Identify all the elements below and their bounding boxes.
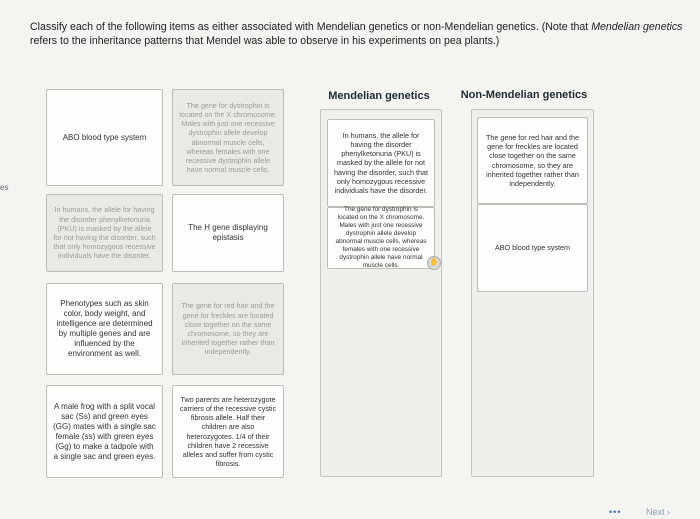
non-mendelian-heading: Non-Mendelian genetics	[460, 89, 588, 101]
drag-handle-icon[interactable]: ✋	[427, 256, 441, 270]
non-mendelian-item-linked-genes[interactable]: The gene for red hair and the gene for freckles are located close together on the same chromosome, so they are inherited together rather than independently.	[477, 117, 588, 204]
bank-item-frog-cross[interactable]: A male frog with a split vocal sac (Ss) and green eyes (GG) mates with a single sac female (ss) with green eyes (Gg) to make a tadpole with a single sac and green eyes.	[46, 385, 163, 478]
next-button[interactable]	[646, 507, 670, 517]
next-label: Next	[645, 507, 665, 517]
bank-item-h-gene[interactable]: The H gene displaying epistasis	[172, 194, 284, 272]
bank-item-cystic-fibrosis[interactable]: Two parents are heterozygote carriers of the recessive cystic fibrosis allele. Half their children are also heterozygotes. 1/4 of their children have 2 recessive alleles and suffer from cystic fibrosis.	[172, 385, 284, 478]
bank-item-pku-placeholder: In humans, the allele for having the disorder phenylketonuria (PKU) is masked by the allele for not having the disorder, such that only homozygous recessive individuals have the disorder.	[46, 194, 163, 272]
mendelian-item-dystrophin[interactable]: The gene for dystrophin is located on the X chromosome. Males with just one recessive dystrophin allele develop abnormal muscle cells, whereas females with one recessive dystrophin allele have normal muscle cells.	[327, 207, 435, 269]
question-prompt	[30, 20, 695, 48]
mendelian-heading: Mendelian genetics	[328, 90, 430, 102]
bank-item-linked-genes-placeholder: The gene for red hair and the gene for freckles are located close together on the same chromosome, so they are inherited together rather than independently.	[172, 283, 284, 375]
question-italic-term: Mendelian genetics	[591, 21, 683, 33]
chevron-right-icon: ›	[667, 507, 670, 517]
non-mendelian-drop-zone[interactable]	[471, 109, 594, 477]
bank-item-abo[interactable]: ABO blood type system	[46, 89, 163, 186]
question-text-after: refers to the inheritance patterns that Mendel was able to observe in his experiments on pea plants.)	[30, 35, 500, 47]
bank-item-dystrophin-placeholder: The gene for dystrophin is located on the X chromosome. Males with just one recessive dystrophin allele develop abnormal muscle cells, whereas females with one recessive dystrophin allele have normal muscle cells.	[172, 89, 284, 186]
progress-dots: •••	[609, 507, 622, 517]
footer-nav	[609, 507, 670, 517]
mendelian-drop-zone[interactable]	[320, 109, 442, 477]
non-mendelian-item-abo[interactable]: ABO blood type system	[477, 204, 588, 292]
bank-item-polygenic[interactable]: Phenotypes such as skin color, body weight, and intelligence are determined by multiple genes and are influenced by the environment as well.	[46, 283, 163, 375]
side-cut-text: es	[0, 183, 9, 192]
question-text-before: Classify each of the following items as either associated with Mendelian genetics or non-Mendelian genetics. (Note that	[30, 21, 592, 33]
mendelian-item-pku[interactable]: In humans, the allele for having the disorder phenylketonuria (PKU) is masked by the allele for not having the disorder, such that only homozygous recessive individuals have the disorder.	[327, 119, 435, 207]
